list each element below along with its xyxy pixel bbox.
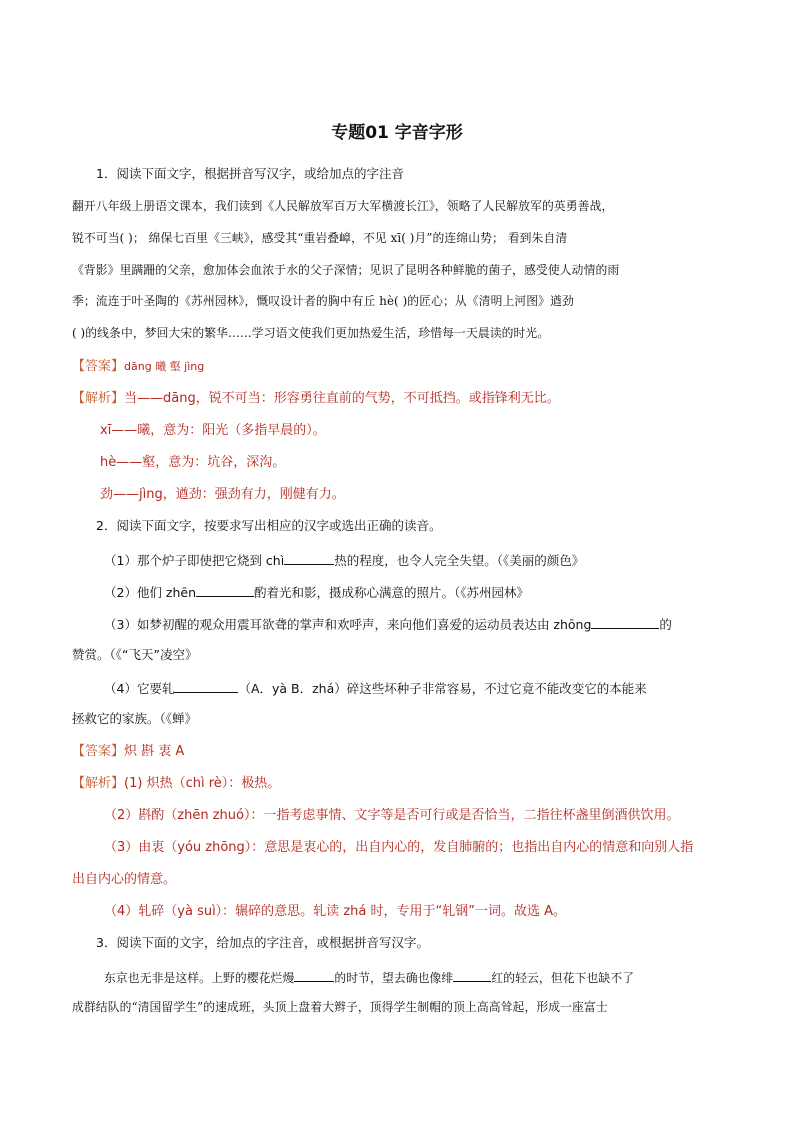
q2-item-3-text-a: （3）如梦初醒的观众用震耳欲聋的掌声和欢呼声，来向他们喜爱的运动员表达由 zhōng <box>104 617 592 632</box>
q3-text-a: 东京也无非是这样。上野的樱花烂熳 <box>104 971 295 985</box>
analysis-tag: 【解析】 <box>72 776 125 791</box>
q3-passage-line-2: 成群结队的“清国留学生”的速成班，头顶上盘着大辫子，顶得学生制帽的顶上高高耸起，形成一座富士 <box>72 1000 608 1014</box>
q2-analysis-text-1: (1) 炽热（chì rè）：极热。 <box>124 776 281 791</box>
q2-analysis-text-5: （4）轧碎（yà suì）：辗碎的意思。轧读 zhá 时，专用于“轧钢”一词。故选 A。 <box>104 904 566 919</box>
q1-analysis-text-3: hè——壑，意为：坑谷，深沟。 <box>100 455 286 470</box>
answer-tag: 【答案】 <box>72 744 125 759</box>
q2-answer-text: 炽 斟 衷 A <box>124 744 185 759</box>
analysis-tag: 【解析】 <box>72 391 125 406</box>
q2-analysis-text-3: （3）由衷（yóu zhōng）：意思是衷心的，出自内心的，发自肺腑的；也指出自内心的情意和向别人指 <box>104 840 694 855</box>
q1-passage-line-1: 翻开八年级上册语文课本，我们读到《人民解放军百万大军横渡长江》，领略了人民解放军的英勇善战， <box>72 199 614 213</box>
q1-answer-text: dāng 曦 壑 jìng <box>124 360 205 373</box>
q3-text-c: 红的轻云，但花下也缺不了 <box>491 971 635 985</box>
answer-blank[interactable] <box>196 585 254 597</box>
q1-answer <box>72 360 204 373</box>
q1-passage-line-4: 季；流连于叶圣陶的《苏州园林》，慨叹设计者的胸中有丘 hè( )的匠心；从《清明上河图》遒劲 <box>72 294 574 308</box>
page-title: 专题01 字音字形 <box>331 123 463 143</box>
answer-blank[interactable] <box>591 617 659 629</box>
q1-analysis-text-4: 劲——jìng，遒劲：强劲有力，刚健有力。 <box>100 487 345 502</box>
answer-blank[interactable] <box>174 681 238 693</box>
q2-item-4 <box>104 681 647 696</box>
q2-analysis-1 <box>72 777 280 790</box>
q2-item-1-text-b: 热的程度，也令人完全失望。（《美丽的颜色》 <box>334 553 585 568</box>
q2-item-2 <box>104 585 529 600</box>
q1-passage-line-3: 《背影》里蹒跚的父亲，愈加体会血浓于水的父子深情；见识了昆明各种鲜脆的菌子，感受使人动情的雨 <box>72 263 620 277</box>
q2-item-4-cont: 拯救它的家族。（《蝉》 <box>72 711 198 726</box>
q2-item-4-text-b: （A．yà B．zhá）碎这些坏种子非常容易，不过它竟不能改变它的本能来 <box>238 681 647 696</box>
q1-passage-line-2: 锐不可当( )； 绵保七百里《三峡》，感受其“重岩叠嶂，不见 xī( )月”的连绵山势； 看到朱自清 <box>72 231 568 245</box>
question-1-stem: 1．阅读下面文字，根据拼音写汉字，或给加点的字注音 <box>96 166 404 181</box>
q1-analysis-text-1: 当——dāng，锐不可当：形容勇往直前的气势，不可抵挡。或指锋利无比。 <box>124 391 560 406</box>
q2-analysis-text-2: （2）斟酌（zhēn zhuó）：一指考虑事情、文字等是否可行或是否恰当，二指往杯盏里倒酒供饮用。 <box>104 808 680 823</box>
question-3-stem: 3．阅读下面的文字，给加点的字注音，或根据拼音写汉字。 <box>96 935 429 950</box>
q2-item-2-text-b: 酌着光和影，摄成称心满意的照片。（《苏州园林》 <box>254 585 530 600</box>
q3-text-b: 的时节，望去确也像绯 <box>334 971 454 985</box>
q2-item-3-text-b: 的 <box>659 617 672 632</box>
q2-analysis-text-4: 出自内心的情意。 <box>72 872 177 887</box>
q2-item-3-cont: 赞赏。（《“飞天”凌空》 <box>72 647 198 662</box>
answer-blank[interactable] <box>453 970 491 982</box>
question-2-stem: 2．阅读下面文字，按要求写出相应的汉字或选出正确的读音。 <box>96 518 442 533</box>
q2-item-2-text-a: （2）他们 zhēn <box>104 585 197 600</box>
q1-passage-line-5: ( )的线条中，梦回大宋的繁华……学习语文使我们更加热爱生活，珍惜每一天晨读的时光。 <box>72 326 550 340</box>
q1-analysis-text-2: xī——曦，意为：阳光（多指早晨的）。 <box>100 423 326 438</box>
answer-blank[interactable] <box>294 970 334 982</box>
q2-item-1-text-a: （1）那个炉子即使把它烧到 chì <box>104 553 285 568</box>
q2-item-1 <box>104 553 584 568</box>
q2-item-4-text-a: （4）它要轧 <box>104 681 175 696</box>
answer-blank[interactable] <box>284 553 334 565</box>
answer-tag: 【答案】 <box>72 359 125 374</box>
q2-item-3 <box>104 617 672 632</box>
q3-passage-line-1 <box>104 970 634 985</box>
q1-analysis-1 <box>72 392 560 405</box>
q2-answer <box>72 745 184 758</box>
